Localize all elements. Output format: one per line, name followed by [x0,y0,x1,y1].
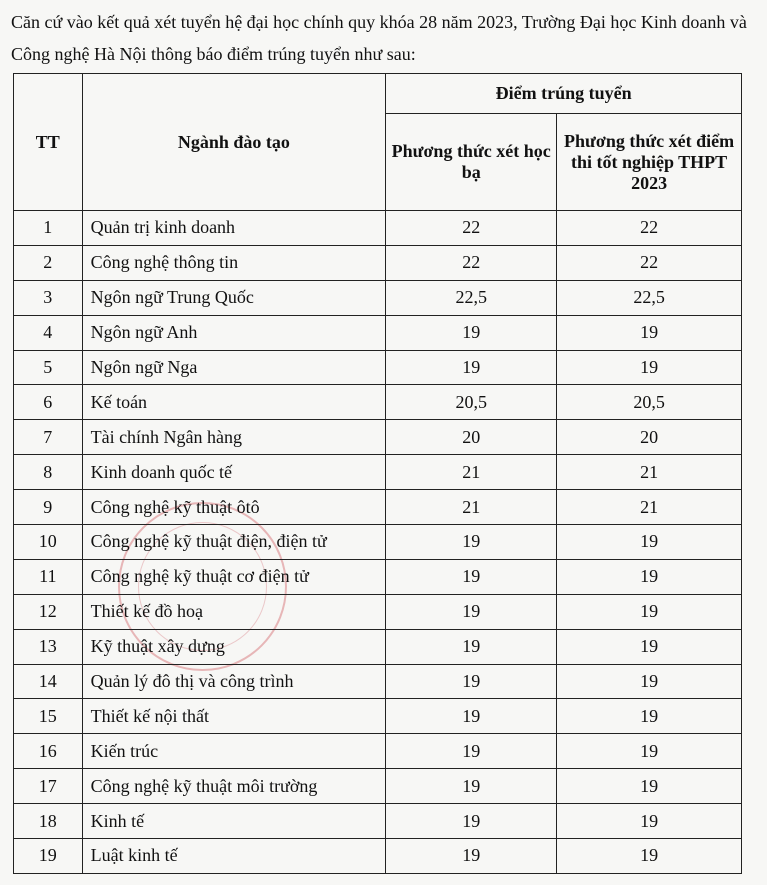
table-row [14,525,742,560]
row-score-hocba: 19 [386,315,557,350]
row-number: 14 [14,664,83,699]
table-row [14,385,742,420]
row-score-thpt: 19 [557,629,742,664]
table-row [14,594,742,629]
row-major-name: Kinh doanh quốc tế [82,455,386,490]
row-score-thpt: 21 [557,490,742,525]
table-row [14,664,742,699]
row-number: 5 [14,350,83,385]
table-row [14,350,742,385]
row-number: 8 [14,455,83,490]
row-score-hocba: 22 [386,211,557,246]
row-major-name: Kỹ thuật xây dựng [82,629,386,664]
row-number: 3 [14,280,83,315]
row-score-thpt: 20,5 [557,385,742,420]
row-number: 7 [14,420,83,455]
row-score-thpt: 19 [557,315,742,350]
row-score-thpt: 19 [557,664,742,699]
intro-paragraph: Căn cứ vào kết quả xét tuyển hệ đại học chính quy khóa 28 năm 2023, Trường Đại học Kinh doanh và Công nghệ Hà Nội thông báo điểm trúng tuyển như sau: [11,12,747,64]
row-score-hocba: 19 [386,839,557,874]
header-score-group: Điểm trúng tuyển [386,74,742,114]
row-score-thpt: 21 [557,455,742,490]
row-number: 15 [14,699,83,734]
row-number: 17 [14,769,83,804]
row-major-name: Kế toán [82,385,386,420]
table-row [14,699,742,734]
table-row [14,804,742,839]
header-major: Ngành đào tạo [82,74,386,211]
row-score-hocba: 19 [386,629,557,664]
table-row [14,280,742,315]
row-major-name: Ngôn ngữ Anh [82,315,386,350]
row-score-thpt: 20 [557,420,742,455]
row-major-name: Quản lý đô thị và công trình [82,664,386,699]
row-major-name: Quản trị kinh doanh [82,211,386,246]
row-number: 18 [14,804,83,839]
row-score-thpt: 19 [557,594,742,629]
row-score-thpt: 19 [557,769,742,804]
header-method-hocba: Phương thức xét học bạ [386,114,557,211]
row-score-thpt: 19 [557,699,742,734]
row-number: 2 [14,245,83,280]
row-score-hocba: 19 [386,734,557,769]
header-method-thpt: Phương thức xét điểm thi tốt nghiệp THPT 2023 [557,114,742,211]
row-score-thpt: 19 [557,734,742,769]
row-score-hocba: 19 [386,594,557,629]
row-major-name: Luật kinh tế [82,839,386,874]
row-major-name: Ngôn ngữ Trung Quốc [82,280,386,315]
row-number: 9 [14,490,83,525]
row-score-hocba: 19 [386,350,557,385]
row-major-name: Công nghệ kỹ thuật môi trường [82,769,386,804]
row-score-thpt: 19 [557,525,742,560]
row-score-hocba: 20,5 [386,385,557,420]
row-number: 6 [14,385,83,420]
row-number: 16 [14,734,83,769]
row-number: 10 [14,525,83,560]
row-score-hocba: 21 [386,490,557,525]
row-score-thpt: 19 [557,350,742,385]
row-major-name: Công nghệ kỹ thuật ôtô [82,490,386,525]
row-score-hocba: 20 [386,420,557,455]
row-major-name: Công nghệ kỹ thuật điện, điện tử [82,525,386,560]
table-row [14,245,742,280]
row-score-thpt: 22 [557,211,742,246]
row-score-hocba: 19 [386,559,557,594]
row-number: 19 [14,839,83,874]
row-score-hocba: 22,5 [386,280,557,315]
row-major-name: Thiết kế đồ hoạ [82,594,386,629]
header-tt: TT [14,74,83,211]
table-row [14,629,742,664]
row-major-name: Kinh tế [82,804,386,839]
table-row [14,769,742,804]
row-score-hocba: 19 [386,664,557,699]
table-row [14,420,742,455]
row-number: 13 [14,629,83,664]
row-score-hocba: 19 [386,525,557,560]
row-score-hocba: 22 [386,245,557,280]
row-major-name: Công nghệ thông tin [82,245,386,280]
table-row [14,315,742,350]
table-row [14,839,742,874]
row-score-hocba: 21 [386,455,557,490]
row-score-thpt: 19 [557,804,742,839]
table-row [14,211,742,246]
row-score-hocba: 19 [386,804,557,839]
table-row [14,455,742,490]
row-major-name: Kiến trúc [82,734,386,769]
row-score-thpt: 19 [557,559,742,594]
row-score-thpt: 19 [557,839,742,874]
row-number: 4 [14,315,83,350]
table-row [14,559,742,594]
admission-score-table [13,73,742,874]
table-row [14,734,742,769]
row-number: 1 [14,211,83,246]
row-major-name: Thiết kế nội thất [82,699,386,734]
row-number: 11 [14,559,83,594]
row-score-thpt: 22 [557,245,742,280]
row-major-name: Công nghệ kỹ thuật cơ điện tử [82,559,386,594]
row-score-thpt: 22,5 [557,280,742,315]
row-major-name: Ngôn ngữ Nga [82,350,386,385]
table-row [14,490,742,525]
row-major-name: Tài chính Ngân hàng [82,420,386,455]
row-number: 12 [14,594,83,629]
row-score-hocba: 19 [386,769,557,804]
row-score-hocba: 19 [386,699,557,734]
